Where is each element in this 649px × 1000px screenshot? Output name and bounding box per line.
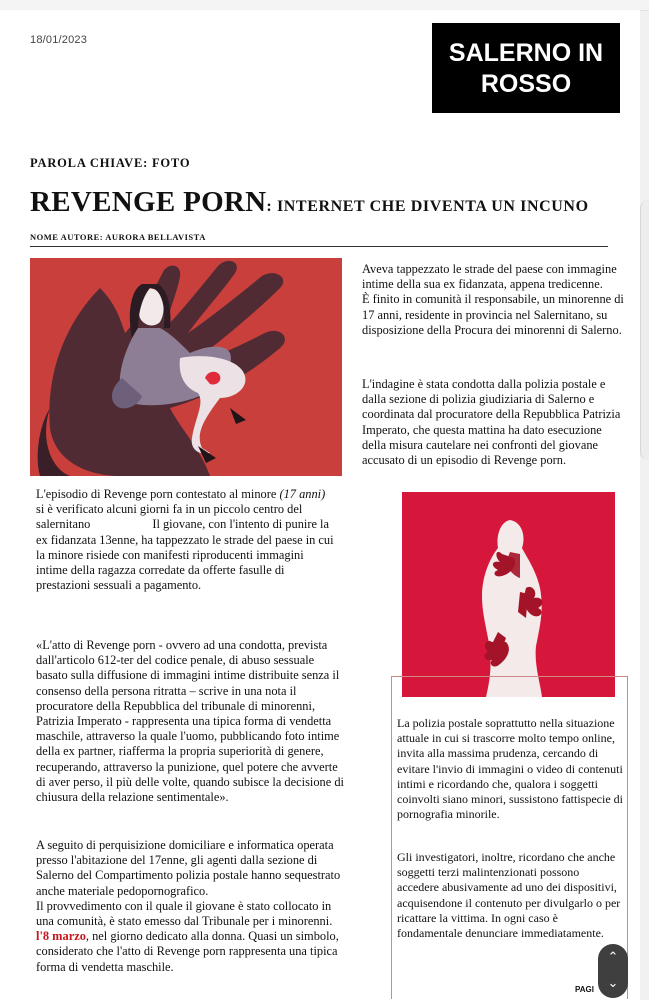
keyword-label: PAROLA CHIAVE: FOTO [30,156,191,170]
left-paragraph-3: A seguito di perquisizione domiciliare e informatica operata presso l'abitazione del 17enne, gli agenti dalla sezione di Salerno del Compartimento polizia postale hanno sequestrato anche materiale pedopornografico. [36,838,341,898]
right-paragraph-3: L'indagine è stata condotta dalla polizia postale e dalla sezione di polizia giudiziaria di Salerno e coordinata dal procuratore della Repubblica Patrizia Imperato, che questa mattina ha dato esecuzione della misura cautelare nei confronti del giovane accusato di un episodio di Revenge porn. [362,377,621,468]
right-paragraph-1: Aveva tappezzato le strade del paese con immagine intime della sua ex fidanzata, appena tredicenne. [362,262,617,292]
chevron-up-icon[interactable]: ⌃ [607,950,619,965]
right-paragraph-2: È finito in comunità il responsabile, un minorenne di 17 anni, residente in provincia nel Salernitano, su disposizione della Procura dei minorenni di Salerno. [362,292,624,337]
headline [30,186,630,219]
side-panel-handle[interactable] [640,200,649,460]
left-column-seizure [36,838,346,975]
illustration-hands-woman [30,258,342,476]
page-label: PAGI [575,985,594,994]
right-column-investigation [362,377,627,468]
left-paragraph-4: Il provvedimento con il quale il giovane è stato collocato in una comunità, è stato emesso dal Tribunale per i minorenni. [36,898,333,929]
article-page [0,10,640,1000]
header-divider [30,246,608,247]
right-column-intro [362,262,627,338]
illustration-silhouette-hands [402,492,615,697]
left-paragraph-1b: si è verificato alcuni giorni fa in un piccolo centro del salernitano Il giovane, con l'intento di punire la ex fidanzata 13enne, ha tappezzato le strade del paese in cui la minore risiede con manifesti riproducenti immagini intime della ragazza corredate da offerte fasulle di prestazioni sessuali a pagamento. [36,487,337,593]
left-paragraph-1-italic: (17 anni) [279,487,326,501]
left-paragraph-1a: L'episodio di Revenge porn contestato al minore [36,487,280,501]
illustration-silhouette-hands-art [402,492,615,697]
date-highlight: l'8 marzo [36,929,86,944]
box-paragraph-2: Gli investigatori, inoltre, ricordano che anche soggetti terzi malintenzionati possono accedere abusivamente ad uno dei dispositivi, acquisendone il contenuto per divulgarlo o per ricattare la vittima. In ogni caso è fondamentale denunciare immediatamente. [397,850,621,941]
headline-sub: : INTERNET CHE DIVENTA UN INCUNO [266,198,589,215]
masthead-line-2: ROSSO [480,70,572,98]
masthead-line-1: SALERNO IN [448,39,604,67]
masthead [432,23,620,113]
scroll-control[interactable] [598,944,628,998]
author-line: NOME AUTORE: AURORA BELLAVISTA [30,232,206,242]
headline-main: REVENGE PORN [30,186,267,218]
illustration-hands-woman-art [30,258,342,476]
left-column-quote [36,638,346,805]
left-paragraph-5 [36,929,346,975]
left-paragraph-5-rest: , nel giorno dedicato alla donna. Quasi un simbolo, considerato che l'atto di Revenge porn rappresenta una tipica forma di vendetta maschile. [36,929,339,974]
left-paragraph-2: «L'atto di Revenge porn - ovvero ad una condotta, prevista dall'articolo 612-ter del codice penale, di abuso sessuale basato sulla diffusione di immagini intime distribuite senza il consenso della persona ritratta – scrive in una nota il procuratore della Repubblica del tribunale di minorenni, Patrizia Imperato - rappresenta una tipica forma di vendetta maschile, attraverso la quale l'uomo, pubblicando foto intime della ex partner, riafferma la propria superiorità di genere, recuperando, attraverso la punizione, quel potere che avverte di aver perso, il più delle volte, quando subisce la decisione di chiusura della relazione sentimentale». [36,638,344,805]
chevron-down-icon[interactable]: ⌄ [607,976,619,991]
box-paragraph-1: La polizia postale soprattutto nella situazione attuale in cui si trascorre molto tempo online, invita alla massima prudenza, cercando di evitare l'invio di immagini o video di contenuti intimi e ricordando che, qualora i soggetti coinvolti siano minori, sussistono fattispecie di pornografia minorile. [397,716,623,822]
left-paragraph-1 [36,487,336,593]
left-column-episode [36,487,336,593]
publication-date: 18/01/2023 [30,34,88,46]
